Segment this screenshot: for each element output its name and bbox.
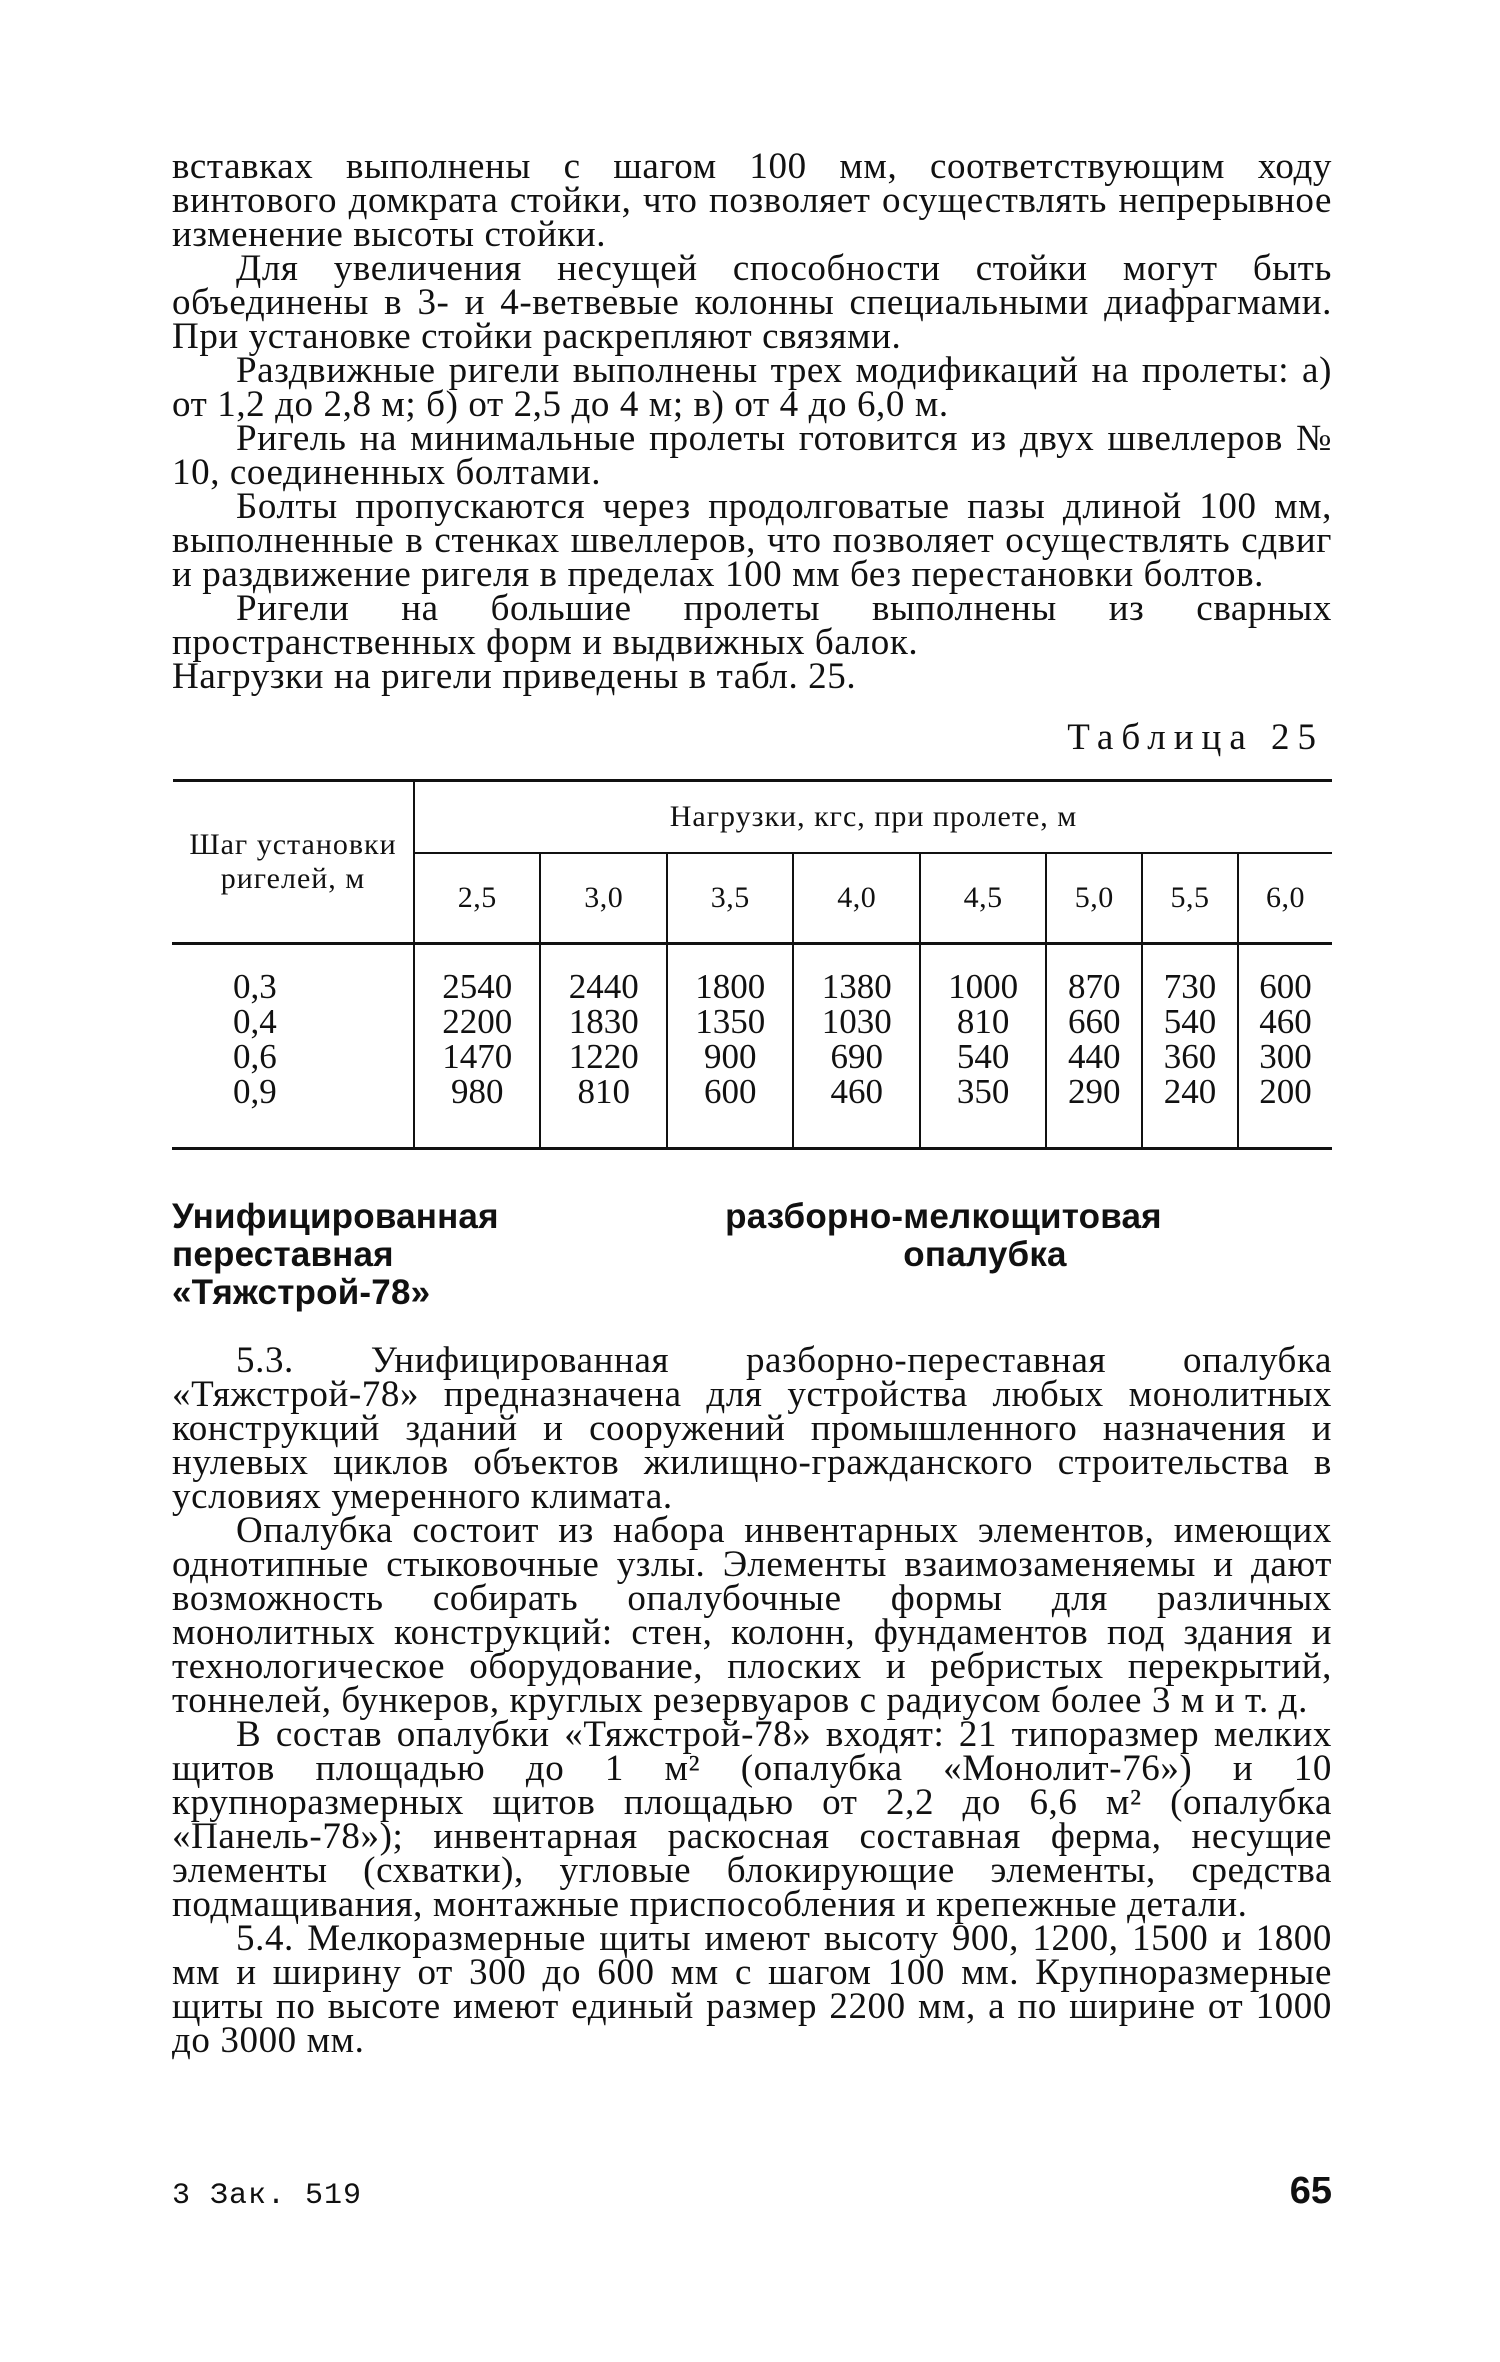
value-cell: 690 bbox=[793, 1039, 919, 1074]
paragraph-elements: Опалубка состоит из набора инвентарных элементов, имеющих однотипные стыковочные узлы. Элементы взаимозаменяемы и дают возможность собирать опалубочные формы для различных монолитных конструкций: стен, колонн, фундаментов под здания и технологическое оборудование, плоских и ребристых перекрытий, тоннелей, бункеров, круглых резервуаров с радиусом более 3 м и т. д. bbox=[172, 1510, 1332, 1721]
value-cell: 460 bbox=[1238, 1004, 1332, 1039]
table-row bbox=[173, 1074, 1332, 1147]
value-cell: 440 bbox=[1046, 1039, 1142, 1074]
value-cell: 2200 bbox=[414, 1004, 540, 1039]
step-cell: 0,4 bbox=[173, 1004, 414, 1039]
value-cell: 460 bbox=[793, 1074, 919, 1147]
span-header: 3,0 bbox=[540, 853, 666, 944]
paragraph-rigel-min-span: Ригель на минимальные пролеты готовится из двух швеллеров № 10, соединенных болтами. bbox=[172, 418, 1332, 493]
paragraph-continuation: вставках выполнены с шагом 100 мм, соответствующим ходу винтового домкрата стойки, что позволяет осуществлять непрерывное изменение высоты стойки. bbox=[172, 146, 1332, 255]
group-header: Нагрузки, кгс, при пролете, м bbox=[414, 781, 1332, 854]
value-cell: 810 bbox=[920, 1004, 1046, 1039]
page-number: 65 bbox=[1289, 2170, 1332, 2212]
span-header: 4,0 bbox=[793, 853, 919, 944]
paragraph-composition: В состав опалубки «Тяжстрой-78» входят: 21 типоразмер мелких щитов площадью до 1 м² (опалубка «Монолит-76») и 10 крупноразмерных щитов площадью от 2,2 до 6,6 м² (опалубка «Панель-78»); инвентарная раскосная составная ферма, несущие элементы (схватки), угловые блокирующие элементы, средства подмащивания, монтажные приспособления и крепежные детали. bbox=[172, 1714, 1332, 1925]
section-title bbox=[172, 1198, 1332, 1312]
row-header: Шаг установки ригелей, м bbox=[173, 781, 414, 944]
value-cell: 540 bbox=[920, 1039, 1046, 1074]
footer-order: 3 Зак. 519 bbox=[172, 2179, 363, 2213]
value-cell: 240 bbox=[1142, 1074, 1238, 1147]
section-title-left: Унифицированная разборно-переставная bbox=[172, 1197, 904, 1274]
page-body bbox=[172, 146, 1332, 2061]
value-cell: 600 bbox=[1238, 945, 1332, 1004]
value-cell: 1470 bbox=[414, 1039, 540, 1074]
span-header: 5,5 bbox=[1142, 853, 1238, 944]
section-title-right: мелкощитовая опалубка bbox=[903, 1197, 1162, 1274]
table-row bbox=[173, 1039, 1332, 1074]
value-cell: 350 bbox=[920, 1074, 1046, 1147]
value-cell: 1030 bbox=[793, 1004, 919, 1039]
value-cell: 600 bbox=[667, 1074, 793, 1147]
paragraph-rigel-modifications: Раздвижные ригели выполнены трех модификаций на пролеты: а) от 1,2 до 2,8 м; б) от 2,5 до 4 м; в) от 4 до 6,0 м. bbox=[172, 350, 1332, 425]
value-cell: 200 bbox=[1238, 1074, 1332, 1147]
load-table-wrap bbox=[172, 779, 1332, 1150]
load-table bbox=[172, 779, 1332, 1147]
span-header: 5,0 bbox=[1046, 853, 1142, 944]
value-cell: 1800 bbox=[667, 945, 793, 1004]
paragraph-columns: Для увеличения несущей способности стойки могут быть объединены в 3- и 4-ветвевые колонны специальными диафрагмами. При установке стойки раскрепляют связями. bbox=[172, 248, 1332, 357]
span-header: 3,5 bbox=[667, 853, 793, 944]
paragraph-rigel-large-spans: Ригели на большие пролеты выполнены из сварных пространственных форм и выдвижных балок. bbox=[172, 588, 1332, 663]
value-cell: 1830 bbox=[540, 1004, 666, 1039]
value-cell: 870 bbox=[1046, 945, 1142, 1004]
table-row bbox=[173, 1004, 1332, 1039]
value-cell: 2540 bbox=[414, 945, 540, 1004]
table-bottom-rule bbox=[172, 1147, 1332, 1150]
section-title-line2: «Тяжстрой-78» bbox=[172, 1273, 431, 1312]
table-caption: Таблица 25 bbox=[1067, 717, 1324, 758]
value-cell: 1000 bbox=[920, 945, 1046, 1004]
value-cell: 290 bbox=[1046, 1074, 1142, 1147]
paragraph-5-3: 5.3. Унифицированная разборно-переставная опалубка «Тяжстрой-78» предназначена для устройства любых монолитных конструкций зданий и сооружений промышленного назначения и нулевых циклов объектов жилищно-гражданского строительства в условиях умеренного климата. bbox=[172, 1340, 1332, 1517]
step-cell: 0,6 bbox=[173, 1039, 414, 1074]
value-cell: 980 bbox=[414, 1074, 540, 1147]
paragraph-5-4: 5.4. Мелкоразмерные щиты имеют высоту 900, 1200, 1500 и 1800 мм и ширину от 300 до 600 мм с шагом 100 мм. Крупноразмерные щиты по высоте имеют единый размер 2200 мм, а по ширине от 1000 до 3000 мм. bbox=[172, 1918, 1332, 2061]
value-cell: 2440 bbox=[540, 945, 666, 1004]
value-cell: 660 bbox=[1046, 1004, 1142, 1039]
table-row bbox=[173, 945, 1332, 1004]
value-cell: 730 bbox=[1142, 945, 1238, 1004]
span-header: 4,5 bbox=[920, 853, 1046, 944]
value-cell: 1220 bbox=[540, 1039, 666, 1074]
paragraph-bolts: Болты пропускаются через продолговатые пазы длиной 100 мм, выполненные в стенках швеллеров, что позволяет осуществлять сдвиг и раздвижение ригеля в пределах 100 мм без перестановки болтов. bbox=[172, 486, 1332, 595]
page-footer bbox=[172, 2170, 1332, 2213]
value-cell: 1350 bbox=[667, 1004, 793, 1039]
span-header: 2,5 bbox=[414, 853, 540, 944]
value-cell: 540 bbox=[1142, 1004, 1238, 1039]
value-cell: 360 bbox=[1142, 1039, 1238, 1074]
value-cell: 300 bbox=[1238, 1039, 1332, 1074]
value-cell: 1380 bbox=[793, 945, 919, 1004]
step-cell: 0,3 bbox=[173, 945, 414, 1004]
paragraph-table-ref: Нагрузки на ригели приведены в табл. 25. bbox=[172, 656, 857, 697]
step-cell: 0,9 bbox=[173, 1074, 414, 1147]
value-cell: 810 bbox=[540, 1074, 666, 1147]
span-header: 6,0 bbox=[1238, 853, 1332, 944]
value-cell: 900 bbox=[667, 1039, 793, 1074]
